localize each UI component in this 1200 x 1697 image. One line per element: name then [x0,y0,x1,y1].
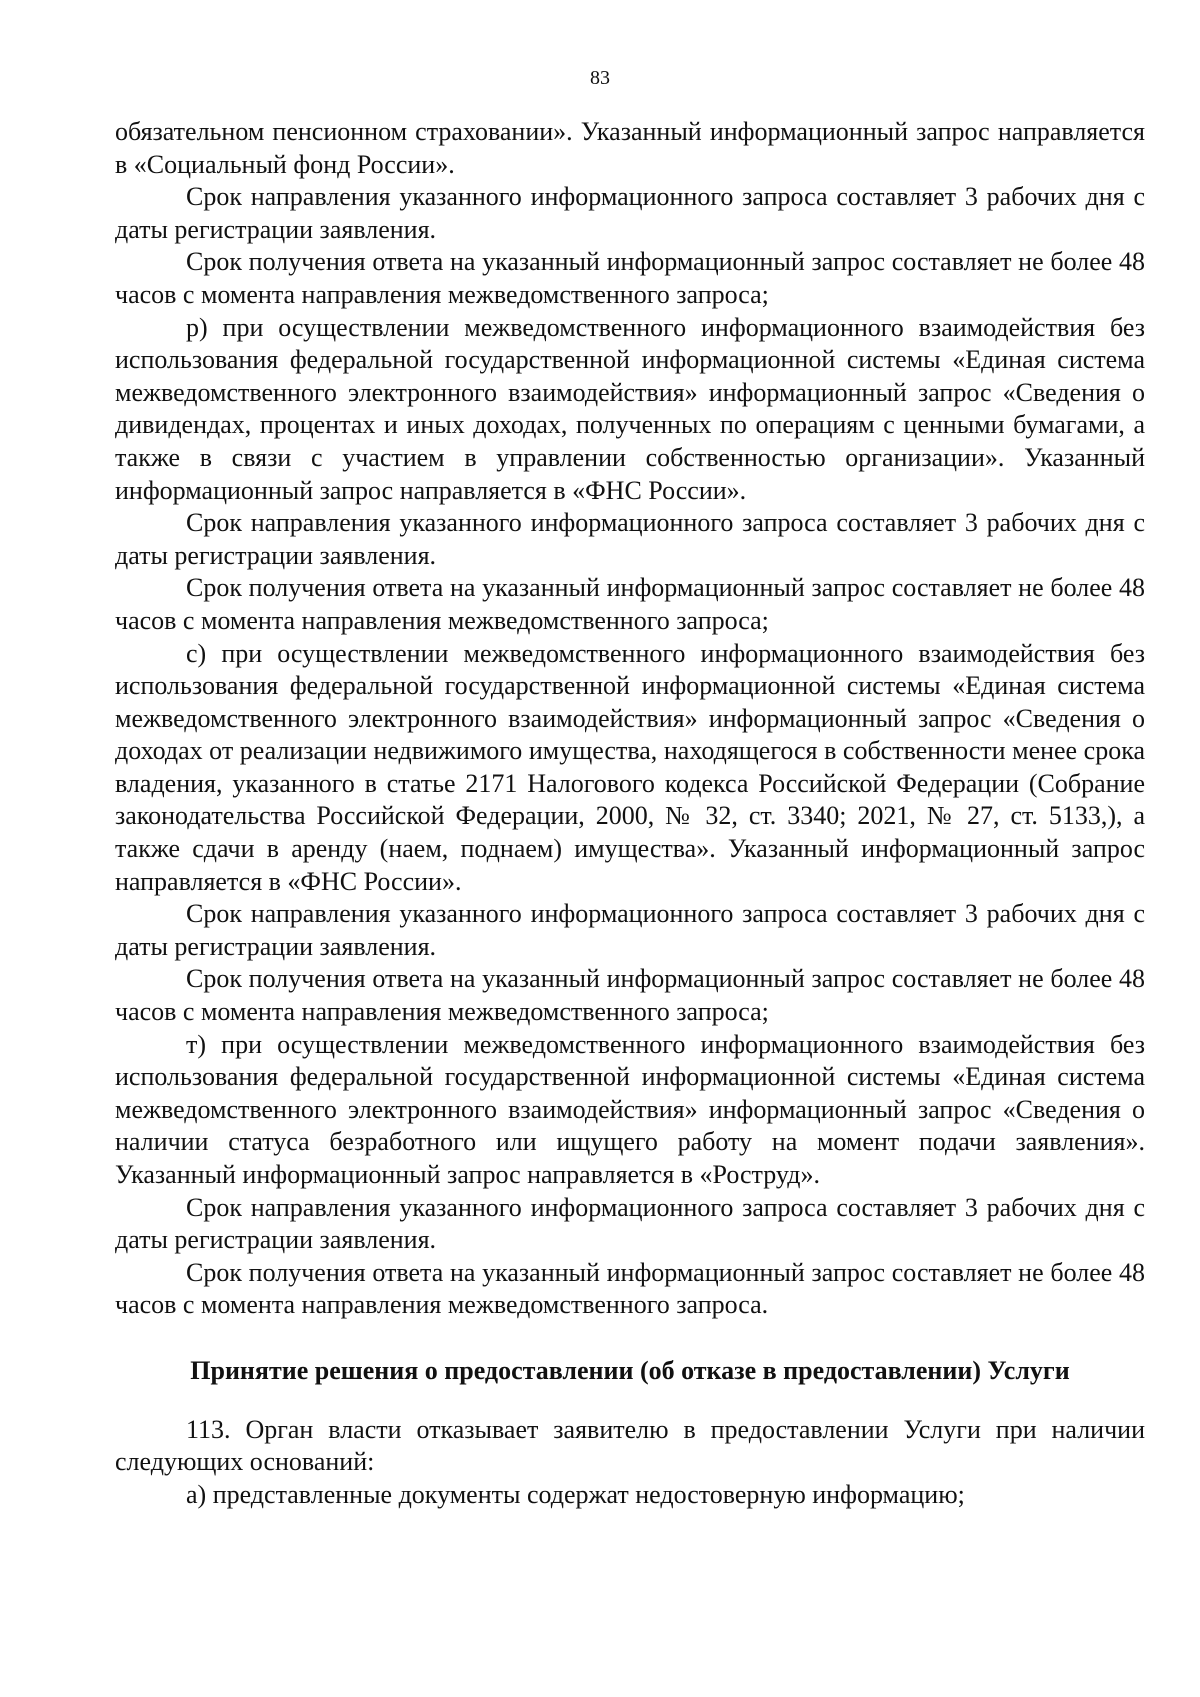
document-body [115,116,1145,1511]
paragraph: 113. Орган власти отказывает заявителю в предоставлении Услуги при наличии следующих оснований: [115,1414,1145,1477]
paragraph: Срок получения ответа на указанный информационный запрос составляет не более 48 часов с момента направления межведомственного запроса; [115,964,1145,1027]
paragraph: Срок получения ответа на указанный информационный запрос составляет не более 48 часов с момента направления межведомственного запроса; [115,573,1145,635]
paragraph: с) при осуществлении межведомственного информационного взаимодействия без использования федеральной государственной информационной системы «Единая система межведомственного электронного взаимодействия» информационный запрос «Сведения о доходах от реализации недвижимого имущества, находящегося в собственности менее срока владения, указанного в статье 2171 Налогового кодекса Российской Федерации (Собрание законодательства Российской Федерации, 2000, № 32, ст. 3340; 2021, № 27, ст. 5133,), а также сдачи в аренду (наем, поднаем) имущества». Указанный информационный запрос направляется в «ФНС России». [115,638,1145,896]
paragraph: Срок получения ответа на указанный информационный запрос составляет не более 48 часов с момента направления межведомственного запроса; [115,247,1145,309]
paragraph: Срок направления указанного информационного запроса составляет 3 рабочих дня с даты регистрации заявления. [115,899,1145,961]
paragraph: а) представленные документы содержат недостоверную информацию; [186,1479,965,1509]
paragraph: Срок направления указанного информационного запроса составляет 3 рабочих дня с даты регистрации заявления. [115,508,1145,570]
paragraph: т) при осуществлении межведомственного информационного взаимодействия без использования федеральной государственной информационной системы «Единая система межведомственного электронного взаимодействия» информационный запрос «Сведения о наличии статуса безработного или ищущего работу на момент подачи заявления». Указанный информационный запрос направляется в «Роструд». [115,1029,1145,1189]
section-heading: Принятие решения о предоставлении (об отказе в предоставлении) Услуги [190,1355,1070,1385]
page-number: 83 [590,67,610,89]
paragraph: Срок получения ответа на указанный информационный запрос составляет не более 48 часов с момента направления межведомственного запроса. [115,1257,1145,1320]
paragraph: обязательном пенсионном страховании». Указанный информационный запрос направляется в «Социальный фонд России». [115,117,1145,179]
paragraph: Срок направления указанного информационного запроса составляет 3 рабочих дня с даты регистрации заявления. [115,1192,1145,1255]
paragraph: р) при осуществлении межведомственного информационного взаимодействия без использования федеральной государственной информационной системы «Единая система межведомственного электронного взаимодействия» информационный запрос «Сведения о дивидендах, процентах и иных доходах, полученных по операциям с ценными бумагами, а также в связи с участием в управлении собственностью организации». Указанный информационный запрос направляется в «ФНС России». [115,312,1145,505]
paragraph: Срок направления указанного информационного запроса составляет 3 рабочих дня с даты регистрации заявления. [115,182,1145,244]
